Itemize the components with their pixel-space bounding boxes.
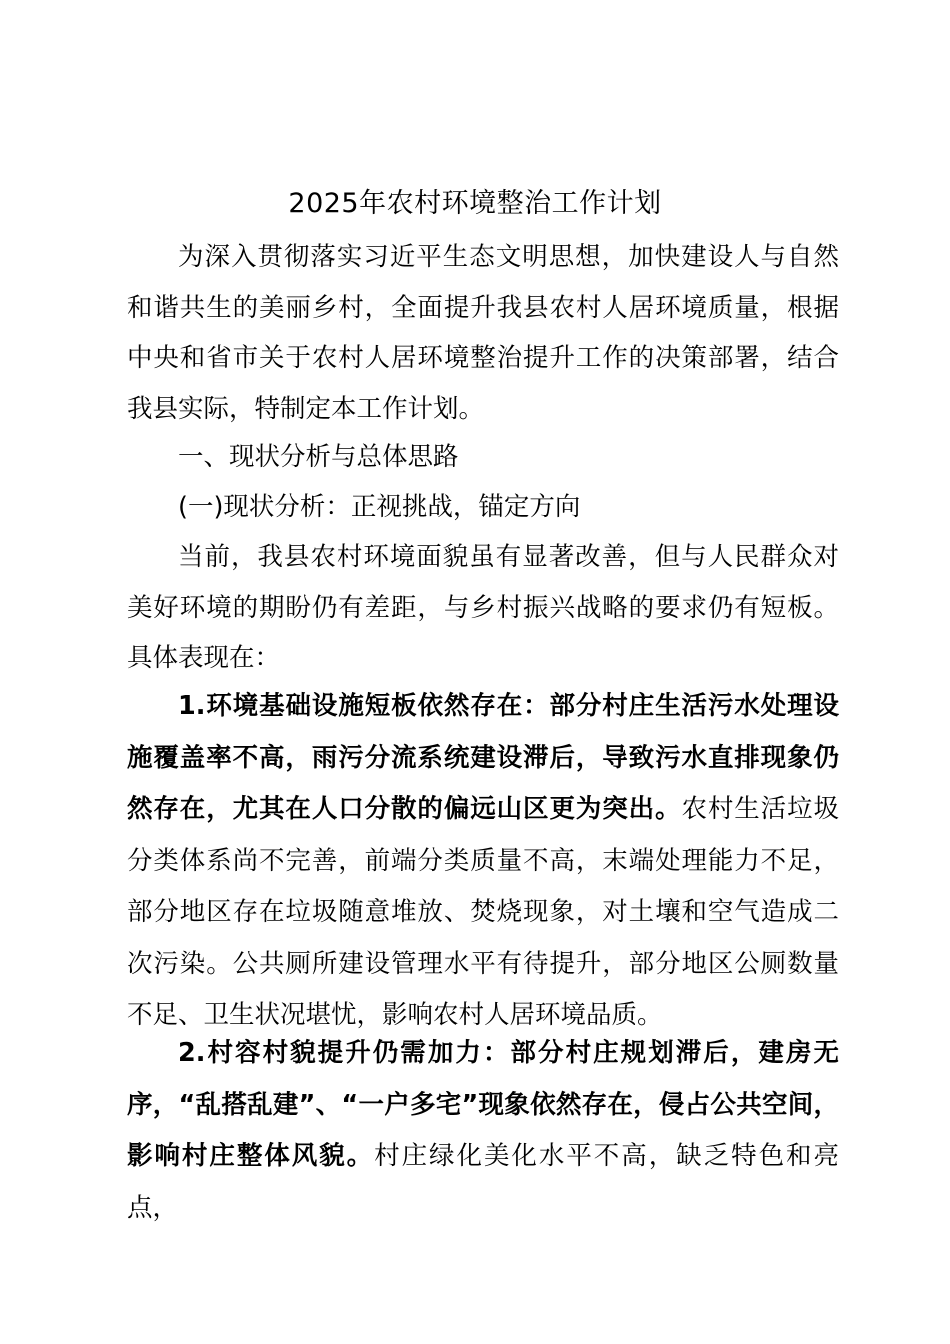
- item-2-bold-lead: 2.村容村貌提升仍需加力：部分村庄规划滞后，建房无序，“乱搭乱建”、“一户多宅”现象依然存在，侵占公共空间，影响村庄整体风貌。: [127, 1038, 839, 1171]
- intro-paragraph: 为深入贯彻落实习近平生态文明思想，加快建设人与自然和谐共生的美丽乡村，全面提升我县农村人居环境质量，根据中央和省市关于农村人居环境整治提升工作的决策部署，结合我县实际，特制定本工作计划。: [127, 242, 839, 424]
- document-title: 2025年农村环境整治工作计划: [288, 188, 662, 219]
- section-heading: 一、现状分析与总体思路: [178, 442, 459, 472]
- current-status-paragraph: 当前，我县农村环境面貌虽有显著改善，但与人民群众对美好环境的期盼仍有差距，与乡村振兴战略的要求仍有短板。具体表现在：: [127, 542, 839, 673]
- subsection-heading: (一)现状分析：正视挑战，锚定方向: [178, 492, 581, 522]
- item-1-paragraph: [127, 681, 839, 1042]
- item-2-paragraph: [127, 1028, 839, 1234]
- item-1-bold-lead: 1.环境基础设施短板依然存在：部分村庄生活污水处理设施覆盖率不高，雨污分流系统建设滞后，导致污水直排现象仍然存在，尤其在人口分散的偏远山区更为突出。: [127, 691, 839, 824]
- item-2-body: 村庄绿化美化水平不高，缺乏特色和亮点，: [127, 1141, 839, 1223]
- item-1-body: 农村生活垃圾分类体系尚不完善，前端分类质量不高，末端处理能力不足，部分地区存在垃圾随意堆放、焚烧现象，对土壤和空气造成二次污染。公共厕所建设管理水平有待提升，部分地区公厕数量不足、卫生状况堪忧，影响农村人居环境品质。: [127, 794, 839, 1030]
